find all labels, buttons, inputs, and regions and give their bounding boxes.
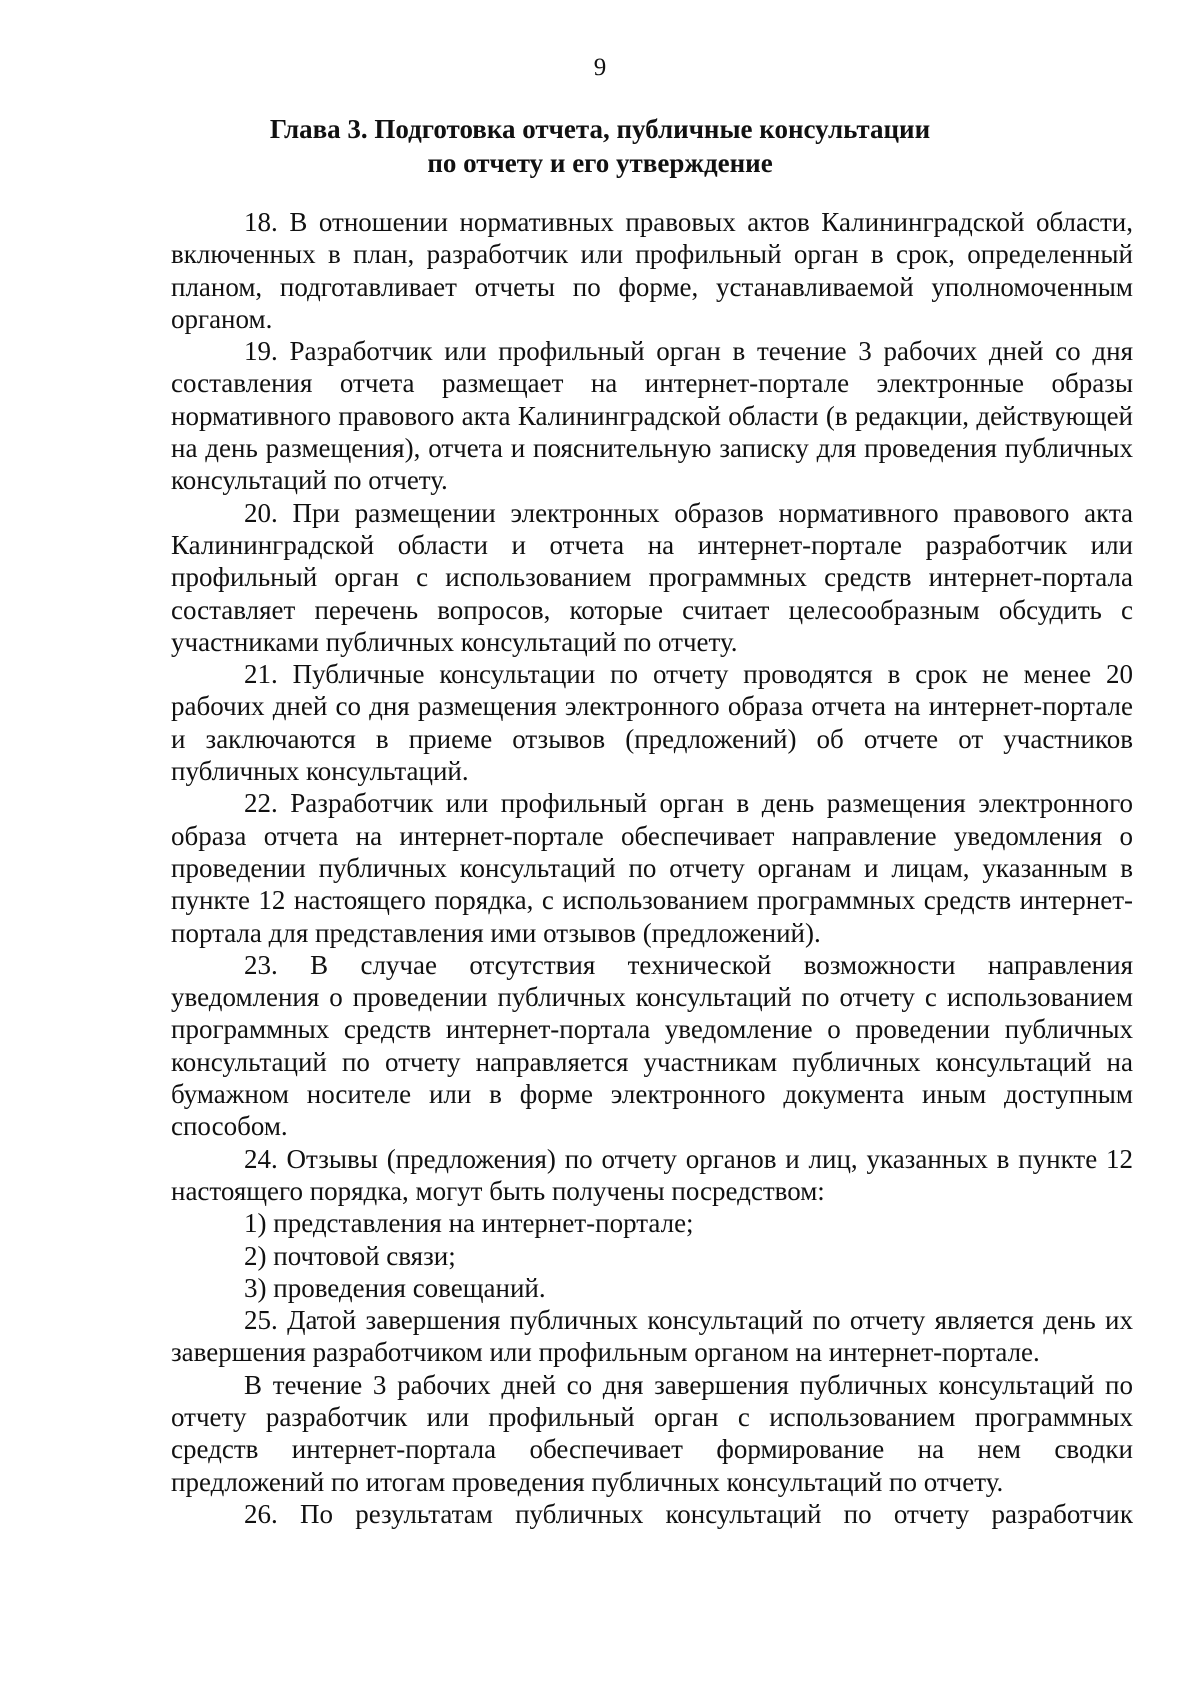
chapter-title [0, 112, 1200, 180]
document-body [171, 206, 1133, 1530]
list-item: 3) проведения совещаний. [244, 1272, 546, 1303]
list-item: 1) представления на интернет-портале; [244, 1208, 694, 1239]
paragraph-22: 22. Разработчик или профильный орган в день размещения электронного образа отчета на интернет-портале обеспечивает направление уведомления о проведении публичных консультаций по отчету органам и лицам, указанным в пункте 12 настоящего порядка, с использованием программных средств интернет-портала для представления ими отзывов (предложений). [171, 788, 1133, 948]
chapter-title-line-1: Глава 3. Подготовка отчета, публичные консультации [269, 114, 931, 144]
list-item: 2) почтовой связи; [244, 1240, 456, 1271]
paragraph-18: 18. В отношении нормативных правовых актов Калининградской области, включенных в план, разработчик или профильный орган в срок, определенный планом, подготавливает отчеты по форме, устанавливаемой уполномоченным органом. [171, 207, 1133, 334]
paragraph-25: 25. Датой завершения публичных консультаций по отчету является день их завершения разработчиком или профильным органом на интернет-портале. [171, 1305, 1133, 1368]
paragraph-19: 19. Разработчик или профильный орган в течение 3 рабочих дней со дня составления отчета размещает на интернет-портале электронные образы нормативного правового акта Калининградской области (в редакции, действующей на день размещения), отчета и пояснительную записку для проведения публичных консультаций по отчету. [171, 336, 1133, 496]
page-number: 9 [593, 54, 607, 81]
paragraph-25-continued: В течение 3 рабочих дней со дня завершения публичных консультаций по отчету разработчик или профильный орган с использованием программных средств интернет-портала обеспечивает формирование на нем сводки предложений по итогам проведения публичных консультаций по отчету. [171, 1369, 1133, 1497]
paragraph-21: 21. Публичные консультации по отчету проводятся в срок не менее 20 рабочих дней со дня размещения электронного образа отчета на интернет-портале и заключаются в приеме отзывов (предложений) об отчете от участников публичных консультаций. [171, 659, 1133, 787]
paragraph-23: 23. В случае отсутствия технической возможности направления уведомления о проведении публичных консультаций по отчету с использованием программных средств интернет-портала уведомление о проведении публичных консультаций по отчету направляется участникам публичных консультаций на бумажном носителе или в форме электронного документа иным доступным способом. [171, 949, 1133, 1142]
paragraph-24: 24. Отзывы (предложения) по отчету органов и лиц, указанных в пункте 12 настоящего порядка, могут быть получены посредством: [171, 1143, 1133, 1206]
paragraph-20: 20. При размещении электронных образов нормативного правового акта Калининградской области и отчета на интернет-портале разработчик или профильный орган с использованием программных средств интернет-портала составляет перечень вопросов, которые считает целесообразным обсудить с участниками публичных консультаций по отчету. [171, 497, 1133, 657]
paragraph-26: 26. По результатам публичных консультаций по отчету разработчик [244, 1498, 1133, 1529]
chapter-title-line-2: по отчету и его утверждение [427, 148, 773, 178]
